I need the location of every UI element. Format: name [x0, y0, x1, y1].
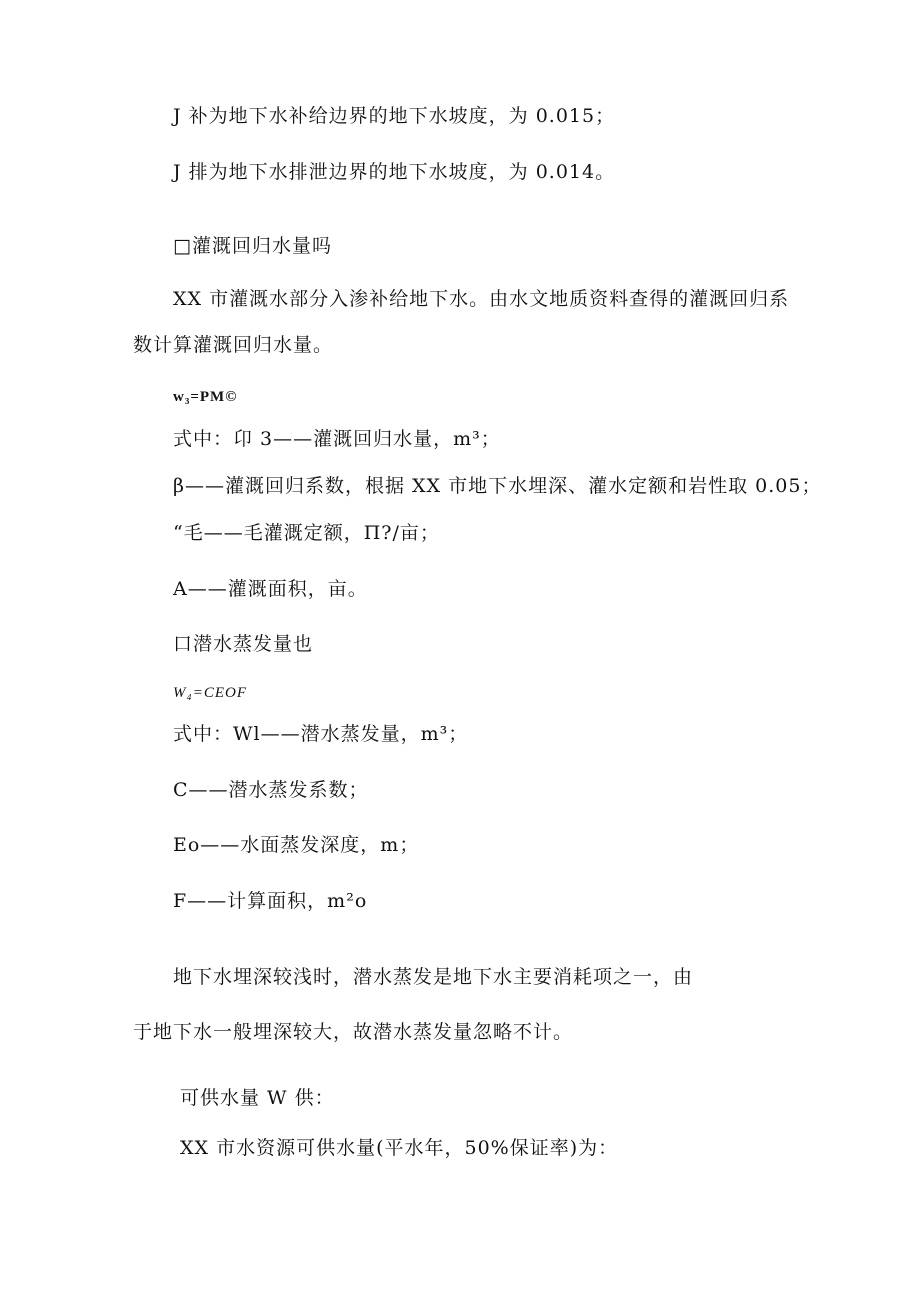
- text-line: Eo——水面蒸发深度，m；: [173, 834, 420, 856]
- section-heading: 口潜水蒸发量也: [173, 633, 314, 655]
- text-line: F——计算面积，m²o: [173, 890, 368, 912]
- text-line: J 补为地下水补给边界的地下水坡度，为 0.015；: [173, 105, 616, 127]
- paragraph-line: XX 市灌溉水部分入渗补给地下水。由水文地质资料查得的灌溉回归系: [173, 288, 790, 310]
- text-line: “毛——毛灌溉定额，Π?/亩；: [173, 522, 440, 544]
- text-line: 式中：Wl——潜水蒸发量，m³；: [173, 723, 469, 745]
- text-line: J 排为地下水排泄边界的地下水坡度，为 0.014。: [173, 161, 616, 183]
- paragraph-line: 数计算灌溉回归水量。: [133, 334, 334, 356]
- text-line: C——潜水蒸发系数；: [173, 779, 369, 801]
- text-line: 式中：卬 3——灌溉回归水量，m³；: [173, 428, 501, 450]
- text-line: A——灌溉面积，亩。: [173, 578, 368, 600]
- text-line: β——灌溉回归系数，根据 XX 市地下水埋深、灌水定额和岩性取 0.05；: [173, 475, 822, 497]
- paragraph-line: 于地下水一般埋深较大，故潜水蒸发量忽略不计。: [133, 1021, 574, 1043]
- text-line: 可供水量 W 供：: [180, 1087, 335, 1109]
- paragraph-line: 地下水埋深较浅时，潜水蒸发是地下水主要消耗项之一，由: [173, 966, 694, 988]
- formula: w₃=PM©: [173, 389, 238, 405]
- text-line: XX 市水资源可供水量(平水年，50%保证率)为：: [180, 1137, 619, 1159]
- formula: W₄=CEOF: [173, 685, 247, 701]
- section-heading: □灌溉回归水量吗: [173, 235, 332, 257]
